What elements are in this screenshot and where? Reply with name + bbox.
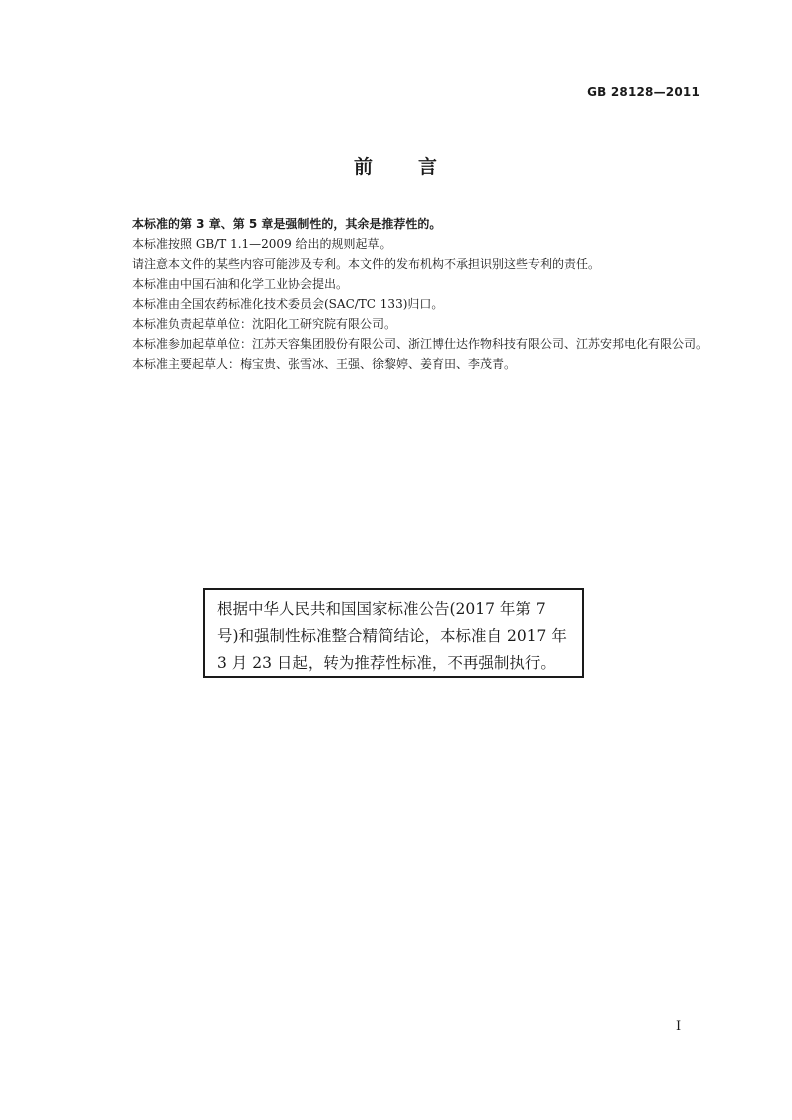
paragraph-drafting-rules: 本标准按照 GB/T 1.1—2009 给出的规则起草。 bbox=[132, 237, 392, 251]
page-title bbox=[0, 152, 792, 179]
title-char-1: 前 bbox=[353, 156, 374, 178]
paragraph-technical-committee: 本标准由全国农药标准化技术委员会(SAC/TC 133)归口。 bbox=[132, 297, 444, 311]
conversion-notice-box: 根据中华人民共和国国家标准公告(2017 年第 7 号)和强制性标准整合精简结论，本标准自 2017 年 3 月 23 日起，转为推荐性标准，不再强制执行。 bbox=[203, 588, 584, 678]
page-number: I bbox=[676, 1019, 682, 1034]
title-char-2: 言 bbox=[418, 156, 439, 178]
paragraph-responsible-drafter: 本标准负责起草单位：沈阳化工研究院有限公司。 bbox=[132, 317, 397, 331]
paragraph-patent-notice: 请注意本文件的某些内容可能涉及专利。本文件的发布机构不承担识别这些专利的责任。 bbox=[132, 257, 601, 271]
paragraph-mandatory-chapters: 本标准的第 3 章、第 5 章是强制性的，其余是推荐性的。 bbox=[132, 217, 442, 231]
standard-number: GB 28128—2011 bbox=[587, 85, 700, 99]
paragraph-main-drafters: 本标准主要起草人：梅宝贵、张雪冰、王强、徐黎婷、姜育田、李茂青。 bbox=[132, 357, 517, 371]
foreword-body bbox=[108, 214, 708, 374]
paragraph-proposer: 本标准由中国石油和化学工业协会提出。 bbox=[132, 277, 349, 291]
paragraph-participating-drafters: 本标准参加起草单位：江苏天容集团股份有限公司、浙江博仕达作物科技有限公司、江苏安邦电化有限公司。 bbox=[132, 337, 709, 351]
